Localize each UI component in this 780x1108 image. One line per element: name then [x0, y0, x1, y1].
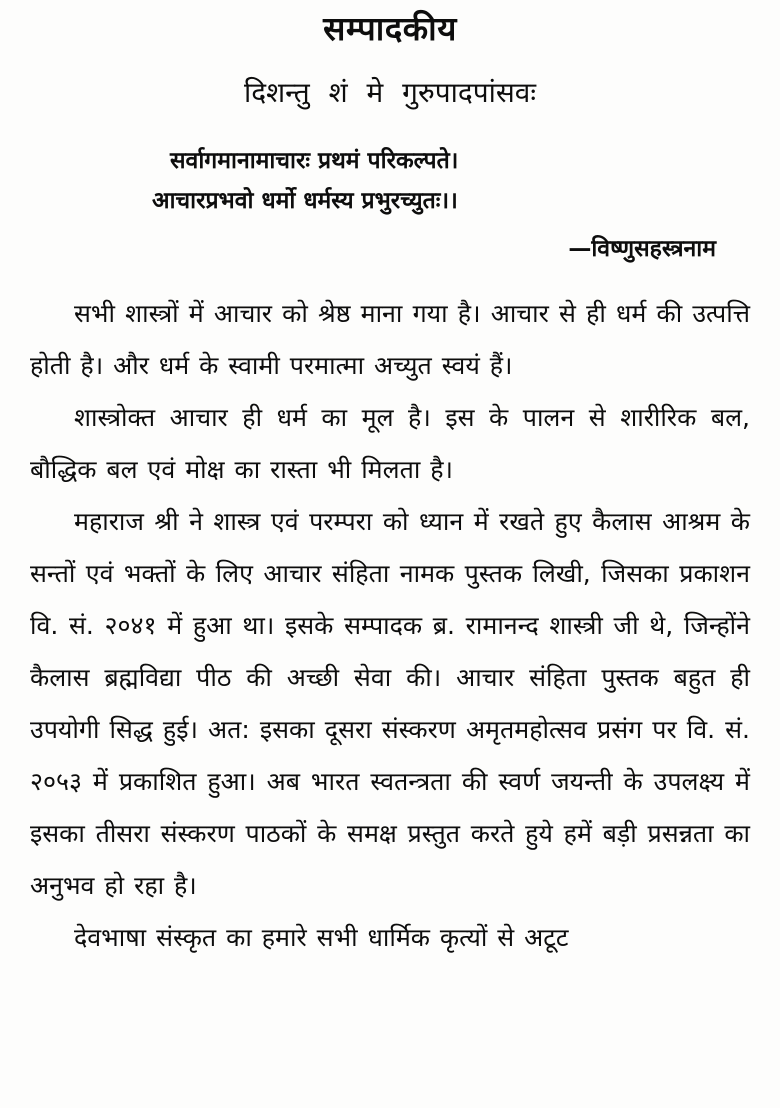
verse-line-2: आचारप्रभवो धर्मो धर्मस्य प्रभुरच्युतः।।	[152, 187, 458, 214]
paragraph-4: देवभाषा संस्कृत का हमारे सभी धार्मिक कृत्यों से अटूट	[74, 922, 569, 952]
page-subtitle: दिशन्तु शं मे गुरुपादपांसवः	[243, 76, 537, 110]
paragraph-3: महाराज श्री ने शास्त्र एवं परम्परा को ध्यान में रखते हुए कैलास आश्रम के सन्तों एवं भक्तों के लिए आचार संहिता नामक पुस्तक लिखी, जिसका प्रकाशन वि. सं. २०४१ में हुआ था। इसके सम्पादक ब्र. रामानन्द शास्त्री जी थे, जिन्होंने कैलास ब्रह्मविद्या पीठ की अच्छी सेवा की। आचार संहिता पुस्तक बहुत ही उपयोगी सिद्ध हुई। अत: इसका दूसरा संस्करण अमृतमहोत्सव प्रसंग पर वि. सं. २०५३ में प्रकाशित हुआ। अब भारत स्वतन्त्रता की स्वर्ण जयन्ती के उपलक्ष्य में इसका तीसरा संस्करण पाठकों के समक्ष प्रस्तुत करते हुये हमें बड़ी प्रसन्नता का अनुभव हो रहा है।	[30, 506, 750, 900]
paragraph-1: सभी शास्त्रों में आचार को श्रेष्ठ माना गया है। आचार से ही धर्म की उत्पत्ति होती है। और धर्म के स्वामी परमात्मा अच्युत स्वयं हैं।	[30, 298, 750, 380]
verse-line-1: सर्वागमानामाचारः प्रथमं परिकल्पते।	[170, 148, 459, 175]
sanskrit-verse-block	[30, 110, 750, 221]
page-content-column	[30, 0, 750, 1108]
editorial-body	[30, 266, 750, 964]
page-title: सम्पादकीय	[323, 9, 457, 48]
verse-attribution: —विष्णुसहस्त्रनाम	[568, 236, 716, 263]
paragraph-2: शास्त्रोक्त आचार ही धर्म का मूल है। इस के पालन से शारीरिक बल, बौद्धिक बल एवं मोक्ष का रास्ता भी मिलता है।	[30, 402, 750, 484]
